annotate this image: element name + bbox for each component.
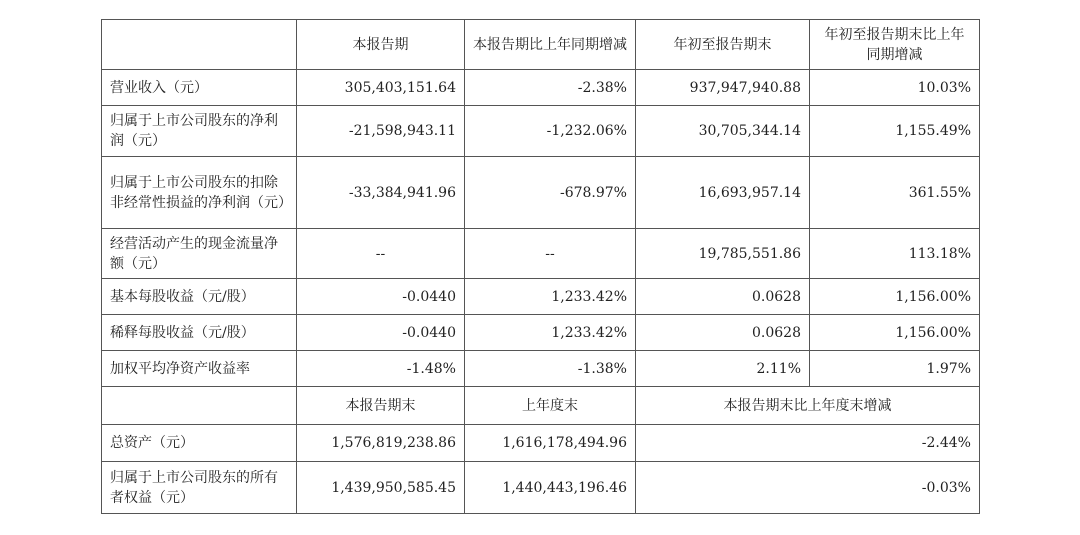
table-row	[102, 106, 980, 157]
cell-value: -33,384,941.96	[297, 157, 465, 229]
table-row	[102, 315, 980, 351]
cell-value: 1,155.49%	[810, 106, 980, 157]
row-label: 营业收入（元）	[102, 70, 297, 106]
header-change-vs-prior-year-end: 本报告期末比上年度末增减	[636, 387, 980, 425]
cell-value: -21,598,943.11	[297, 106, 465, 157]
header-prior-year-end: 上年度末	[465, 387, 636, 425]
row-label: 加权平均净资产收益率	[102, 351, 297, 387]
table-row	[102, 351, 980, 387]
cell-value: -1,232.06%	[465, 106, 636, 157]
row-label: 归属于上市公司股东的净利润（元）	[102, 106, 297, 157]
cell-value: 0.0628	[636, 279, 810, 315]
cell-value: -1.38%	[465, 351, 636, 387]
cell-value: 937,947,940.88	[636, 70, 810, 106]
row-label: 归属于上市公司股东的所有者权益（元）	[102, 462, 297, 514]
cell-value: 1.97%	[810, 351, 980, 387]
table-row	[102, 157, 980, 229]
cell-value: 1,156.00%	[810, 315, 980, 351]
cell-value: 2.11%	[636, 351, 810, 387]
row-label: 归属于上市公司股东的扣除非经常性损益的净利润（元）	[102, 157, 297, 229]
cell-value: 1,156.00%	[810, 279, 980, 315]
row-label: 稀释每股收益（元/股）	[102, 315, 297, 351]
row-label: 总资产（元）	[102, 425, 297, 462]
header-current-period-yoy: 本报告期比上年同期增减	[465, 20, 636, 70]
table-header-row	[102, 20, 980, 70]
cell-value: 361.55%	[810, 157, 980, 229]
cell-value: -678.97%	[465, 157, 636, 229]
cell-value: 1,233.42%	[465, 315, 636, 351]
table-row	[102, 462, 980, 514]
row-label: 经营活动产生的现金流量净额（元）	[102, 229, 297, 279]
cell-value: 19,785,551.86	[636, 229, 810, 279]
table-row	[102, 425, 980, 462]
cell-value: -0.0440	[297, 279, 465, 315]
table-row	[102, 279, 980, 315]
cell-value: 30,705,344.14	[636, 106, 810, 157]
cell-value: -0.03%	[636, 462, 980, 514]
cell-value: 1,616,178,494.96	[465, 425, 636, 462]
cell-value: --	[465, 229, 636, 279]
header-current-period: 本报告期	[297, 20, 465, 70]
header-blank-cell	[102, 20, 297, 70]
cell-value: 1,576,819,238.86	[297, 425, 465, 462]
cell-value: -0.0440	[297, 315, 465, 351]
table-row	[102, 229, 980, 279]
table-subheader-row	[102, 387, 980, 425]
header-ytd: 年初至报告期末	[636, 20, 810, 70]
financial-summary-table	[101, 19, 980, 514]
row-label: 基本每股收益（元/股）	[102, 279, 297, 315]
cell-value: 0.0628	[636, 315, 810, 351]
subheader-blank-cell	[102, 387, 297, 425]
header-period-end: 本报告期末	[297, 387, 465, 425]
cell-value: 1,233.42%	[465, 279, 636, 315]
cell-value: 16,693,957.14	[636, 157, 810, 229]
cell-value: 305,403,151.64	[297, 70, 465, 106]
cell-value: -2.38%	[465, 70, 636, 106]
cell-value: --	[297, 229, 465, 279]
cell-value: 10.03%	[810, 70, 980, 106]
cell-value: 1,440,443,196.46	[465, 462, 636, 514]
cell-value: 1,439,950,585.45	[297, 462, 465, 514]
cell-value: 113.18%	[810, 229, 980, 279]
cell-value: -1.48%	[297, 351, 465, 387]
header-ytd-yoy: 年初至报告期末比上年同期增减	[810, 20, 980, 70]
cell-value: -2.44%	[636, 425, 980, 462]
table-row	[102, 70, 980, 106]
